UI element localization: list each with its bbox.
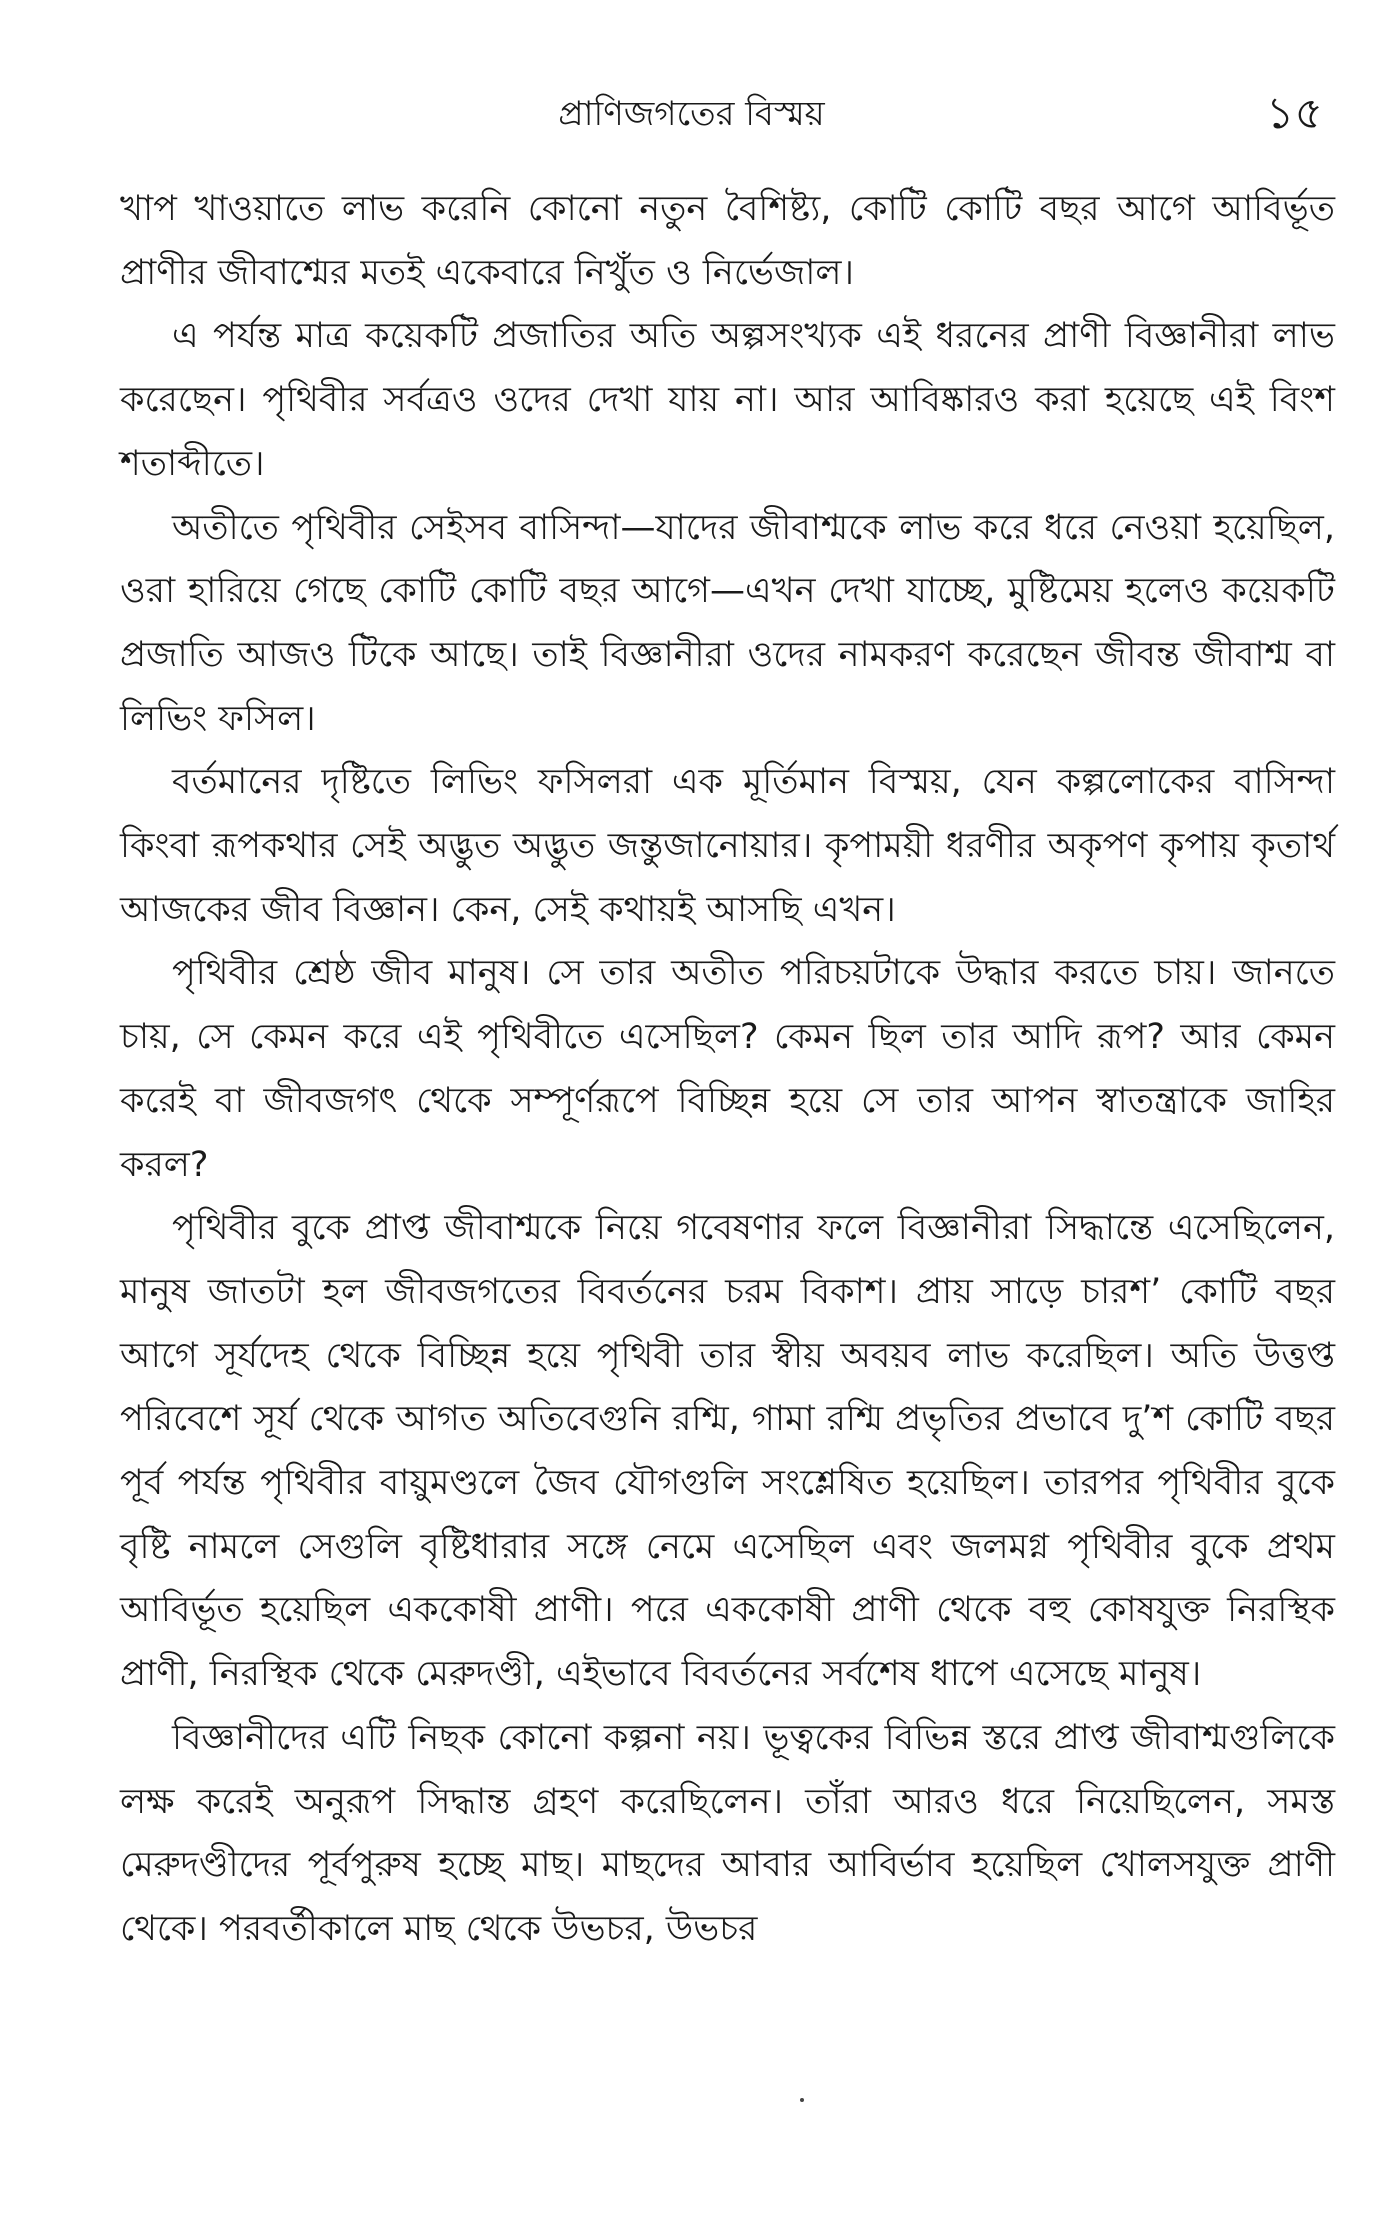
paragraph: এ পর্যন্ত মাত্র কয়েকটি প্রজাতির অতি অল্পসংখ্যক এই ধরনের প্রাণী বিজ্ঞানীরা লাভ করেছেন। পৃথিবীর সর্বত্রও ওদের দেখা যায় না। আর আবিষ্কারও করা হয়েছে এই বিংশ শতাব্দীতে। <box>120 316 1335 484</box>
paragraph: পৃথিবীর শ্রেষ্ঠ জীব মানুষ। সে তার অতীত পরিচয়টাকে উদ্ধার করতে চায়। জানতে চায়, সে কেমন করে এই পৃথিবীতে এসেছিল? কেমন ছিল তার আদি রূপ? আর কেমন করেই বা জীবজগৎ থেকে সম্পূর্ণরূপে বিচ্ছিন্ন হয়ে সে তার আপন স্বাতন্ত্রাকে জাহির করল? <box>120 953 1335 1185</box>
paragraph: পৃথিবীর বুকে প্রাপ্ত জীবাশ্মকে নিয়ে গবেষণার ফলে বিজ্ঞানীরা সিদ্ধান্তে এসেছিলেন, মানুষ জাতটা হল জীবজগতের বিবর্তনের চরম বিকাশ। প্রায় সাড়ে চারশ’ কোটি বছর আগে সূর্যদেহ থেকে বিচ্ছিন্ন হয়ে পৃথিবী তার স্বীয় অবয়ব লাভ করেছিল। অতি উত্তপ্ত পরিবেশে সূর্য থেকে আগত অতিবেগুনি রশ্মি, গামা রশ্মি প্রভৃতির প্রভাবে দু’শ কোটি বছর পূর্ব পর্যন্ত পৃথিবীর বায়ুমণ্ডলে জৈব যৌগগুলি সংশ্লেষিত হয়েছিল। তারপর পৃথিবীর বুকে বৃষ্টি নামলে সেগুলি বৃষ্টিধারার সঙ্গে নেমে এসেছিল এবং জলমগ্ন পৃথিবীর বুকে প্রথম আবির্ভূত হয়েছিল এককোষী প্রাণী। পরে এককোষী প্রাণী থেকে বহু কোষযুক্ত নিরস্থিক প্রাণী, নিরস্থিক থেকে মেরুদণ্ডী, এইভাবে বিবর্তনের সর্বশেষ ধাপে এসেছে মানুষ। <box>120 1208 1335 1695</box>
running-title: প্রাণিজগতের বিস্ময় <box>558 94 825 134</box>
paragraph: বর্তমানের দৃষ্টিতে লিভিং ফসিলরা এক মূর্তিমান বিস্ময়, যেন কল্পলোকের বাসিন্দা কিংবা রূপকথার সেই অদ্ভুত অদ্ভুত জন্তুজানোয়ার। কৃপাময়ী ধরণীর অকৃপণ কৃপায় কৃতার্থ আজকের জীব বিজ্ঞান। কেন, সেই কথায়ই আসছি এখন। <box>120 762 1335 930</box>
page-number: ১৫ <box>1265 88 1323 139</box>
ink-speck <box>800 2098 804 2102</box>
paragraph-continued: খাপ খাওয়াতে লাভ করেনি কোনো নতুন বৈশিষ্ট্য, কোটি কোটি বছর আগে আবির্ভূত প্রাণীর জীবাশ্মের মতই একেবারে নিখুঁত ও নির্ভেজাল। <box>120 189 1335 293</box>
paragraph: অতীতে পৃথিবীর সেইসব বাসিন্দা—যাদের জীবাশ্মকে লাভ করে ধরে নেওয়া হয়েছিল, ওরা হারিয়ে গেছে কোটি কোটি বছর আগে—এখন দেখা যাচ্ছে, মুষ্টিমেয় হলেও কয়েকটি প্রজাতি আজও টিকে আছে। তাই বিজ্ঞানীরা ওদের নামকরণ করেছেন জীবন্ত জীবাশ্ম বা লিভিং ফসিল। <box>120 507 1335 739</box>
body-text <box>120 178 1335 1962</box>
paragraph: বিজ্ঞানীদের এটি নিছক কোনো কল্পনা নয়। ভূত্বকের বিভিন্ন স্তরে প্রাপ্ত জীবাশ্মগুলিকে লক্ষ করেই অনুরূপ সিদ্ধান্ত গ্রহণ করেছিলেন। তাঁরা আরও ধরে নিয়েছিলেন, সমস্ত মেরুদণ্ডীদের পূর্বপুরুষ হচ্ছে মাছ। মাছদের আবার আবির্ভাব হয়েছিল খোলসযুক্ত প্রাণী থেকে। পরবর্তীকালে মাছ থেকে উভচর, উভচর <box>120 1717 1335 1949</box>
